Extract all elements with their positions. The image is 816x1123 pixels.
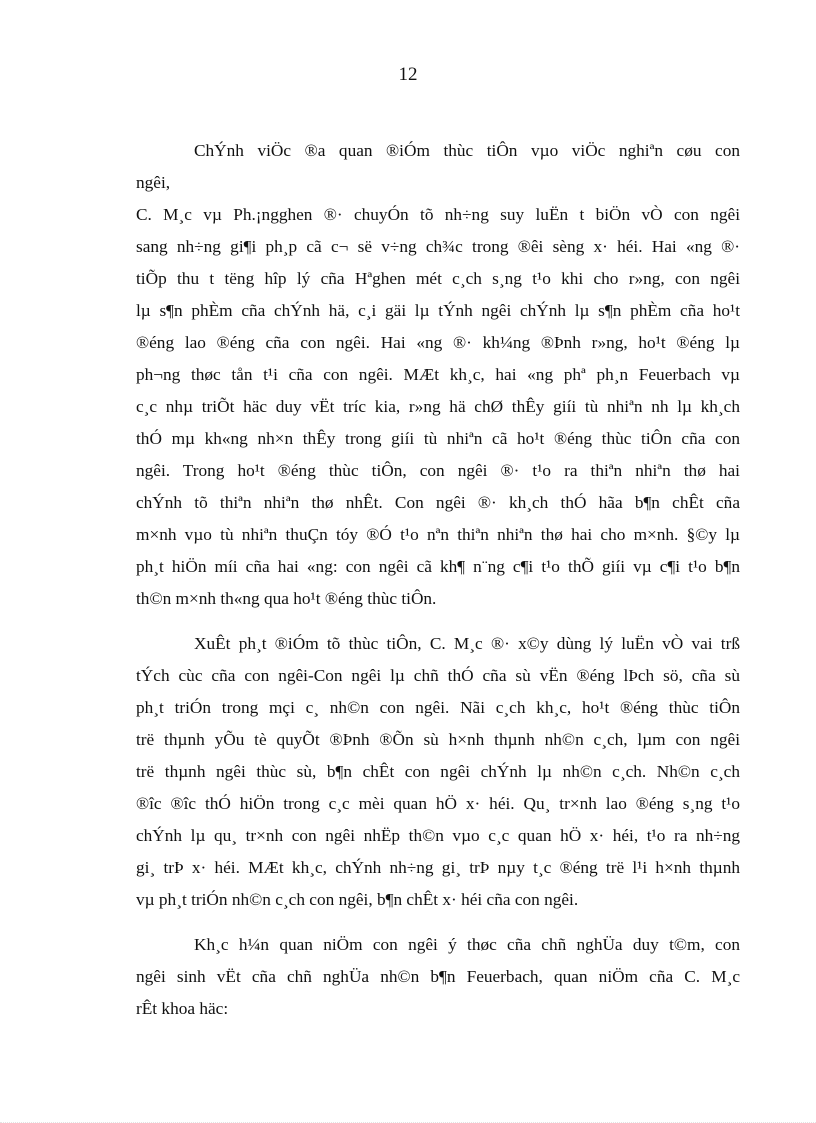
paragraph-line: trë thµnh ngêi thùc sù, b¶n chÊt con ngêi chÝnh lµ nh©n c¸ch. Nh©n c¸ch <box>136 762 740 781</box>
body-text <box>136 135 740 1025</box>
page-number: 12 <box>398 64 418 85</box>
paragraph-line: ph¬ng thøc tån t¹i cña con ngêi. MÆt kh¸c, hai «ng phª ph¸n Feuerbach vµ <box>136 365 740 384</box>
paragraph-line: rÊt khoa häc: <box>136 999 229 1018</box>
paragraph-line: ®îc ®îc thÓ hiÖn trong c¸c mèi quan hÖ x· héi. Qu¸ tr×nh lao ®éng s¸ng t¹o <box>136 794 740 813</box>
paragraph-line: th©n m×nh th«ng qua ho¹t ®éng thùc tiÔn. <box>136 589 437 608</box>
paragraph-line: trë thµnh yÕu tè quyÕt ®Þnh ®Õn sù h×nh thµnh nh©n c¸ch, lµm con ngêi <box>136 730 740 749</box>
paragraph-line: tÝch cùc cña con ngêi-Con ngêi lµ chñ thÓ cña sù vËn ®éng lÞch sö, cña sù <box>136 666 740 685</box>
paragraph-line: gi¸ trÞ x· héi. MÆt kh¸c, chÝnh nh÷ng gi¸ trÞ nµy t¸c ®éng trë l¹i h×nh thµnh <box>136 858 740 877</box>
paragraph-line: ngêi sinh vËt cña chñ nghÜa nh©n b¶n Feuerbach, quan niÖm cña C. M¸c <box>136 967 740 986</box>
paragraph-line: Kh¸c h¼n quan niÖm con ngêi ý thøc cña chñ nghÜa duy t©m, con <box>194 935 740 954</box>
paragraph-line: ngêi, <box>136 173 171 192</box>
paragraph-line: ®éng lao ®éng cña con ngêi. Hai «ng ®· kh¼ng ®Þnh r»ng, ho¹t ®éng lµ <box>136 333 740 352</box>
paragraph-line: lµ s¶n phÈm cña chÝnh hä, c¸i gäi lµ tÝnh ngêi chÝnh lµ s¶n phÈm cña ho¹t <box>136 301 740 320</box>
paragraph-line: chÝnh tõ thiªn nhiªn thø nhÊt. Con ngêi ®· kh¸ch thÓ hãa b¶n chÊt cña <box>136 493 740 512</box>
paragraph-line: m×nh vµo tù nhiªn thuÇn tóy ®Ó t¹o nªn thiªn nhiªn thø hai cho m×nh. §©y lµ <box>136 525 740 544</box>
paragraph-line: ngêi. Trong ho¹t ®éng thùc tiÔn, con ngêi ®· t¹o ra thiªn nhiªn thø hai <box>136 461 740 480</box>
paragraph-line: ph¸t hiÖn míi cña hai «ng: con ngêi cã kh¶ n¨ng c¶i t¹o thÕ giíi vµ c¶i t¹o b¶n <box>136 557 740 576</box>
paragraph-line: chÝnh lµ qu¸ tr×nh con ngêi nhËp th©n vµo c¸c quan hÖ x· héi, t¹o ra nh÷ng <box>136 826 740 845</box>
paragraph-line: XuÊt ph¸t ®iÓm tõ thùc tiÔn, C. M¸c ®· x©y dùng lý luËn vÒ vai trß <box>194 634 740 653</box>
paragraph-line: sang nh÷ng gi¶i ph¸p cã c¬ së v÷ng ch¾c trong ®êi sèng x· héi. Hai «ng ®· <box>136 237 740 256</box>
paragraph-line: ph¸t triÓn trong mçi c¸ nh©n con ngêi. Nãi c¸ch kh¸c, ho¹t ®éng thùc tiÔn <box>136 698 740 717</box>
paragraph-line: tiÕp thu t tëng hîp lý cña Hªghen mét c¸ch s¸ng t¹o khi cho r»ng, con ngêi <box>136 269 740 288</box>
paragraph-line: c¸c nhµ triÕt häc duy vËt tríc kia, r»ng hä chØ thÊy giíi tù nhiªn nh lµ kh¸ch <box>136 397 740 416</box>
paragraph-line: ChÝnh viÖc ®a quan ®iÓm thùc tiÔn vµo viÖc nghiªn cøu con <box>194 141 740 160</box>
paragraph-line: C. M¸c vµ Ph.¡ngghen ®· chuyÓn tõ nh÷ng suy luËn t biÖn vÒ con ngêi <box>136 205 740 224</box>
paragraph-line: vµ ph¸t triÓn nh©n c¸ch con ngêi, b¶n chÊt x· héi cña con ngêi. <box>136 890 579 909</box>
paragraph-line: thÓ mµ kh«ng nh×n thÊy trong giíi tù nhiªn cã ho¹t ®éng thùc tiÔn cña con <box>136 429 740 448</box>
